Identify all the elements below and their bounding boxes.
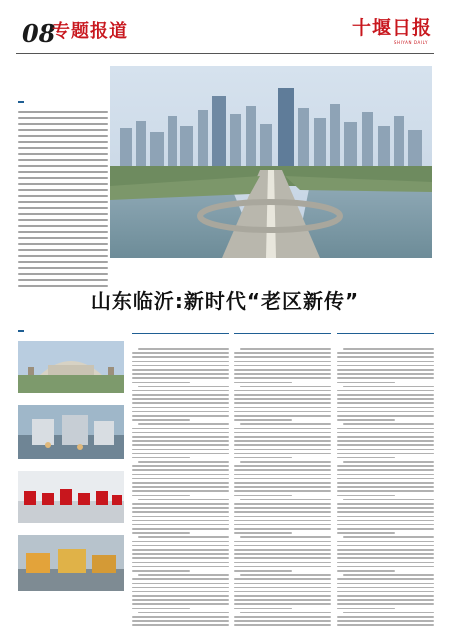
text-line — [234, 415, 331, 417]
text-line — [240, 348, 331, 350]
text-line — [132, 449, 229, 451]
text-line — [337, 583, 434, 585]
text-line — [132, 486, 229, 488]
text-line — [132, 440, 229, 442]
photo-architecture — [18, 341, 124, 393]
photo-column — [18, 322, 124, 603]
text-line — [240, 536, 331, 538]
text-line — [337, 532, 395, 534]
text-line — [18, 285, 108, 287]
text-line — [132, 516, 229, 518]
text-line — [337, 394, 434, 396]
text-line — [132, 428, 229, 430]
text-line — [337, 449, 434, 451]
text-line — [234, 390, 331, 392]
text-line — [132, 411, 229, 413]
text-line — [132, 356, 229, 358]
text-line — [337, 545, 434, 547]
text-line — [138, 348, 229, 350]
text-line — [343, 536, 434, 538]
text-line — [234, 603, 331, 605]
text-line — [240, 499, 331, 501]
text-line — [234, 398, 331, 400]
text-line — [132, 524, 229, 526]
text-line — [234, 453, 331, 455]
text-line — [337, 616, 434, 618]
text-line — [132, 616, 229, 618]
text-line — [234, 478, 331, 480]
text-line — [132, 415, 229, 417]
text-line — [337, 402, 434, 404]
text-line — [343, 612, 434, 614]
text-line — [343, 574, 434, 576]
section-title: 专题报道 — [52, 21, 128, 42]
text-line — [337, 382, 395, 384]
text-line — [132, 599, 229, 601]
text-line — [132, 361, 229, 363]
text-line — [132, 369, 229, 371]
text-line — [138, 536, 229, 538]
text-line — [234, 578, 331, 580]
text-line — [138, 612, 229, 614]
text-line — [234, 528, 331, 530]
text-line — [132, 474, 229, 476]
text-line — [132, 495, 190, 497]
text-line — [132, 532, 190, 534]
text-line — [234, 624, 331, 626]
text-line — [234, 570, 292, 572]
text-line — [234, 382, 292, 384]
text-line — [132, 570, 190, 572]
masthead — [0, 0, 450, 58]
text-line — [337, 620, 434, 622]
text-line — [18, 207, 108, 209]
text-line — [337, 624, 434, 626]
text-line — [234, 495, 292, 497]
text-line — [234, 486, 331, 488]
text-line — [343, 499, 434, 501]
text-line — [132, 620, 229, 622]
text-line — [18, 177, 108, 179]
text-line — [132, 394, 229, 396]
text-line — [234, 356, 331, 358]
text-line — [337, 603, 434, 605]
text-line — [337, 398, 434, 400]
text-line — [132, 432, 229, 434]
text-line — [337, 474, 434, 476]
text-line — [132, 566, 229, 568]
text-line — [234, 361, 331, 363]
text-line — [343, 423, 434, 425]
text-line — [234, 436, 331, 438]
main-headline: 山东临沂:新时代“老区新传” — [90, 289, 360, 313]
text-line — [234, 394, 331, 396]
text-line — [343, 386, 434, 388]
text-line — [18, 171, 108, 173]
text-line — [132, 507, 229, 509]
text-line — [234, 595, 331, 597]
text-line — [18, 111, 108, 113]
text-line — [234, 402, 331, 404]
text-line — [234, 365, 331, 367]
text-line — [138, 423, 229, 425]
text-line — [337, 570, 395, 572]
text-line — [132, 465, 229, 467]
text-line — [18, 129, 108, 131]
text-line — [234, 352, 331, 354]
text-line — [132, 562, 229, 564]
text-line — [132, 436, 229, 438]
text-line — [337, 482, 434, 484]
text-line — [337, 549, 434, 551]
column-c-title — [337, 322, 434, 334]
text-line — [234, 482, 331, 484]
text-line — [132, 557, 229, 559]
text-line — [240, 423, 331, 425]
text-line — [337, 608, 395, 610]
text-line — [132, 453, 229, 455]
text-line — [337, 566, 434, 568]
text-line — [132, 407, 229, 409]
text-line — [234, 440, 331, 442]
text-line — [337, 541, 434, 543]
newspaper-logo-english: SHIYAN DAILY — [393, 40, 428, 45]
text-line — [18, 219, 108, 221]
intro-text — [18, 111, 108, 287]
text-line — [18, 201, 108, 203]
text-line — [132, 595, 229, 597]
text-line — [337, 557, 434, 559]
text-line — [337, 591, 434, 593]
text-line — [18, 213, 108, 215]
text-line — [132, 608, 190, 610]
text-line — [234, 369, 331, 371]
text-line — [132, 398, 229, 400]
text-line — [132, 545, 229, 547]
article-column-a — [132, 322, 229, 629]
photo-production-line — [18, 471, 124, 523]
text-line — [337, 390, 434, 392]
text-line — [132, 528, 229, 530]
text-line — [234, 524, 331, 526]
text-line — [240, 612, 331, 614]
text-line — [132, 490, 229, 492]
column-b-subhead — [234, 337, 331, 344]
text-line — [234, 566, 331, 568]
newspaper-logo: 十堰日报 — [351, 17, 432, 39]
masthead-rule — [16, 53, 434, 54]
photo-caption — [18, 525, 124, 530]
text-line — [234, 419, 292, 421]
text-line — [234, 411, 331, 413]
text-line — [337, 436, 434, 438]
text-line — [18, 261, 108, 263]
text-line — [132, 587, 229, 589]
text-line — [337, 373, 434, 375]
text-line — [234, 377, 331, 379]
text-line — [234, 620, 331, 622]
text-line — [18, 189, 108, 191]
text-line — [132, 553, 229, 555]
text-line — [337, 516, 434, 518]
text-line — [18, 147, 108, 149]
photo-caption — [18, 395, 124, 400]
text-line — [240, 574, 331, 576]
column-a-body — [132, 348, 229, 626]
text-line — [132, 419, 190, 421]
text-line — [132, 511, 229, 513]
text-line — [18, 249, 108, 251]
text-line — [337, 440, 434, 442]
text-line — [234, 428, 331, 430]
text-line — [234, 553, 331, 555]
text-line — [234, 373, 331, 375]
text-line — [234, 557, 331, 559]
city-aerial-illustration — [110, 66, 432, 258]
text-line — [138, 574, 229, 576]
text-line — [132, 457, 190, 459]
text-line — [18, 141, 108, 143]
text-line — [337, 465, 434, 467]
text-line — [18, 225, 108, 227]
text-line — [138, 386, 229, 388]
text-line — [234, 562, 331, 564]
text-line — [337, 562, 434, 564]
photo-factory-workers — [18, 405, 124, 459]
column-a-subhead — [132, 337, 229, 344]
text-line — [18, 117, 108, 119]
text-line — [240, 461, 331, 463]
text-line — [234, 541, 331, 543]
text-line — [18, 231, 108, 233]
column-b-body — [234, 348, 331, 626]
text-line — [18, 153, 108, 155]
text-line — [234, 516, 331, 518]
text-line — [234, 432, 331, 434]
text-line — [337, 432, 434, 434]
text-line — [337, 507, 434, 509]
text-line — [132, 624, 229, 626]
text-line — [18, 255, 108, 257]
text-line — [132, 603, 229, 605]
intro-tag — [18, 101, 24, 103]
text-line — [132, 478, 229, 480]
photo-caption — [18, 593, 124, 598]
text-line — [132, 549, 229, 551]
text-line — [234, 549, 331, 551]
text-line — [138, 461, 229, 463]
text-line — [337, 511, 434, 513]
text-line — [337, 365, 434, 367]
text-line — [18, 243, 108, 245]
text-line — [234, 545, 331, 547]
text-line — [337, 553, 434, 555]
text-line — [234, 532, 292, 534]
photo-warehouse-machinery — [18, 535, 124, 591]
text-line — [337, 524, 434, 526]
text-line — [132, 390, 229, 392]
text-line — [234, 469, 331, 471]
column-c-body — [337, 348, 434, 626]
text-line — [132, 444, 229, 446]
text-line — [337, 415, 434, 417]
text-line — [337, 419, 395, 421]
text-line — [234, 583, 331, 585]
text-line — [18, 123, 108, 125]
text-line — [337, 495, 395, 497]
text-line — [337, 599, 434, 601]
intro-column — [18, 92, 108, 252]
text-line — [132, 373, 229, 375]
text-line — [132, 482, 229, 484]
article-column-b — [234, 322, 331, 629]
text-line — [337, 528, 434, 530]
text-line — [234, 591, 331, 593]
text-line — [337, 503, 434, 505]
text-line — [234, 474, 331, 476]
photo-caption — [18, 461, 124, 466]
text-line — [132, 541, 229, 543]
text-line — [132, 402, 229, 404]
column-c-subhead — [337, 337, 434, 344]
text-line — [234, 616, 331, 618]
text-line — [234, 407, 331, 409]
text-line — [337, 453, 434, 455]
text-line — [234, 507, 331, 509]
hero-photo-city-overpass — [110, 66, 432, 258]
text-line — [337, 595, 434, 597]
text-line — [337, 352, 434, 354]
text-line — [337, 469, 434, 471]
text-line — [337, 377, 434, 379]
text-line — [234, 587, 331, 589]
text-line — [234, 503, 331, 505]
text-line — [18, 165, 108, 167]
text-line — [234, 444, 331, 446]
text-line — [234, 490, 331, 492]
text-line — [337, 411, 434, 413]
text-line — [132, 377, 229, 379]
text-line — [343, 348, 434, 350]
text-line — [138, 499, 229, 501]
text-line — [18, 273, 108, 275]
text-line — [18, 237, 108, 239]
text-line — [343, 461, 434, 463]
page-number: 08 — [22, 19, 56, 48]
text-line — [337, 490, 434, 492]
text-line — [337, 428, 434, 430]
text-line — [18, 195, 108, 197]
text-line — [132, 520, 229, 522]
photo-column-tag — [18, 330, 24, 332]
text-line — [132, 352, 229, 354]
text-line — [132, 503, 229, 505]
text-line — [337, 444, 434, 446]
text-line — [132, 591, 229, 593]
text-line — [132, 365, 229, 367]
text-line — [234, 608, 292, 610]
text-line — [234, 511, 331, 513]
text-line — [234, 520, 331, 522]
text-line — [18, 267, 108, 269]
text-line — [132, 469, 229, 471]
column-a-title — [132, 322, 229, 334]
text-line — [132, 578, 229, 580]
text-line — [240, 386, 331, 388]
text-line — [337, 407, 434, 409]
column-b-title — [234, 322, 331, 334]
text-line — [18, 183, 108, 185]
text-line — [337, 587, 434, 589]
text-line — [234, 465, 331, 467]
text-line — [132, 583, 229, 585]
text-line — [234, 599, 331, 601]
text-line — [234, 457, 292, 459]
text-line — [18, 279, 108, 281]
text-line — [132, 382, 190, 384]
text-line — [337, 478, 434, 480]
text-line — [337, 361, 434, 363]
text-line — [234, 449, 331, 451]
text-line — [337, 457, 395, 459]
text-line — [337, 486, 434, 488]
text-line — [18, 159, 108, 161]
text-line — [337, 369, 434, 371]
text-line — [337, 520, 434, 522]
text-line — [337, 356, 434, 358]
text-line — [18, 135, 108, 137]
article-column-c — [337, 322, 434, 629]
text-line — [337, 578, 434, 580]
